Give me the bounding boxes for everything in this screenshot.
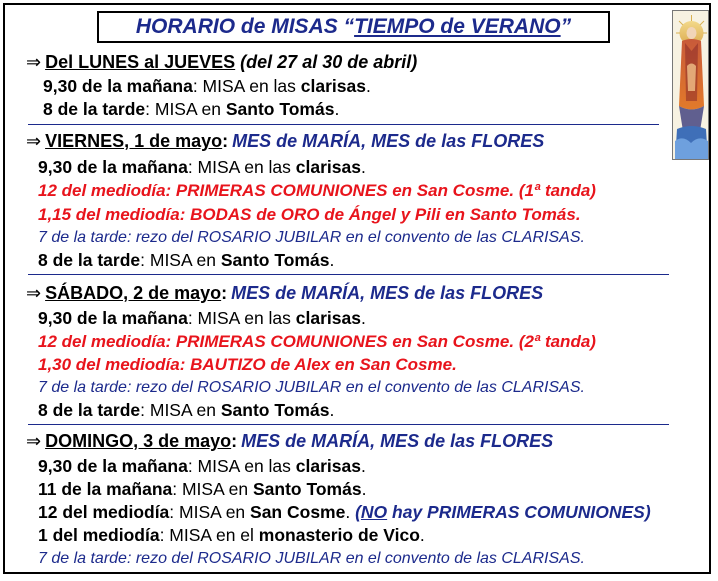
title-underlined: TIEMPO de VERANO	[354, 15, 561, 38]
section-4-day: DOMINGO, 3 de mayo	[45, 431, 232, 451]
section-4-line-2: 11 de la mañana: MISA en Santo Tomás.	[38, 479, 367, 499]
page-title	[97, 11, 610, 43]
section-1-day: Del LUNES al JUEVES	[45, 52, 236, 72]
section-3-heading: ⇒ SÁBADO, 2 de mayo: MES de MARÍA, MES de las FLORES	[26, 283, 544, 303]
section-2-day: VIERNES, 1 de mayo	[45, 131, 223, 151]
section-1-line-1: 9,30 de la mañana: MISA en las clarisas.	[43, 76, 371, 96]
section-4-line-3: 12 del mediodía: MISA en San Cosme. (NO hay PRIMERAS COMUNIONES)	[38, 502, 651, 522]
section-3-theme: MES de MARÍA, MES de las FLORES	[231, 283, 544, 303]
section-1-line-2: 8 de la tarde: MISA en Santo Tomás.	[43, 99, 340, 119]
section-3-red-2: 1,30 del mediodía: BAUTIZO de Alex en San Cosme.	[38, 355, 457, 374]
section-4-theme: MES de MARÍA, MES de las FLORES	[241, 431, 554, 451]
section-1-dates: (del 27 al 30 de abril)	[235, 52, 418, 72]
arrow-icon: ⇒	[26, 431, 42, 451]
separator-line	[28, 124, 659, 125]
section-4-blue-1: 7 de la tarde: rezo del ROSARIO JUBILAR en el convento de las CLARISAS.	[38, 550, 585, 567]
section-4-line-4: 1 del mediodía: MISA en el monasterio de Vico.	[38, 525, 425, 545]
section-3-red-1: 12 del mediodía: PRIMERAS COMUNIONES en San Cosme. (2ª tanda)	[38, 332, 596, 351]
section-3-line-2: 8 de la tarde: MISA en Santo Tomás.	[38, 400, 335, 420]
section-4-line-1: 9,30 de la mañana: MISA en las clarisas.	[38, 456, 366, 476]
virgin-mary-devotional-image-icon	[672, 10, 709, 160]
separator-line	[28, 424, 669, 425]
section-4-heading: ⇒ DOMINGO, 3 de mayo: MES de MARÍA, MES de las FLORES	[26, 431, 554, 451]
arrow-icon: ⇒	[26, 52, 42, 72]
section-3-line-1: 9,30 de la mañana: MISA en las clarisas.	[38, 308, 366, 328]
separator-line	[28, 274, 669, 275]
section-2-line-1: 9,30 de la mañana: MISA en las clarisas.	[38, 157, 366, 177]
section-2-blue-1: 7 de la tarde: rezo del ROSARIO JUBILAR en el convento de las CLARISAS.	[38, 229, 585, 246]
section-2-line-2: 8 de la tarde: MISA en Santo Tomás.	[38, 250, 335, 270]
section-2-theme: MES de MARÍA, MES de las FLORES	[232, 131, 545, 151]
section-2-heading: ⇒ VIERNES, 1 de mayo: MES de MARÍA, MES de las FLORES	[26, 131, 545, 151]
section-2-red-1: 12 del mediodía: PRIMERAS COMUNIONES en San Cosme. (1ª tanda)	[38, 181, 596, 200]
arrow-icon: ⇒	[26, 131, 42, 151]
title-suffix: ”	[560, 15, 572, 38]
section-1-heading	[26, 51, 417, 73]
section-2-red-2: 1,15 del mediodía: BODAS de ORO de Ángel y Pili en Santo Tomás.	[38, 205, 581, 224]
title-prefix: HORARIO de MISAS “	[135, 15, 355, 38]
arrow-icon: ⇒	[26, 283, 42, 303]
section-3-blue-1: 7 de la tarde: rezo del ROSARIO JUBILAR en el convento de las CLARISAS.	[38, 379, 585, 396]
section-3-day: SÁBADO, 2 de mayo	[45, 283, 222, 303]
